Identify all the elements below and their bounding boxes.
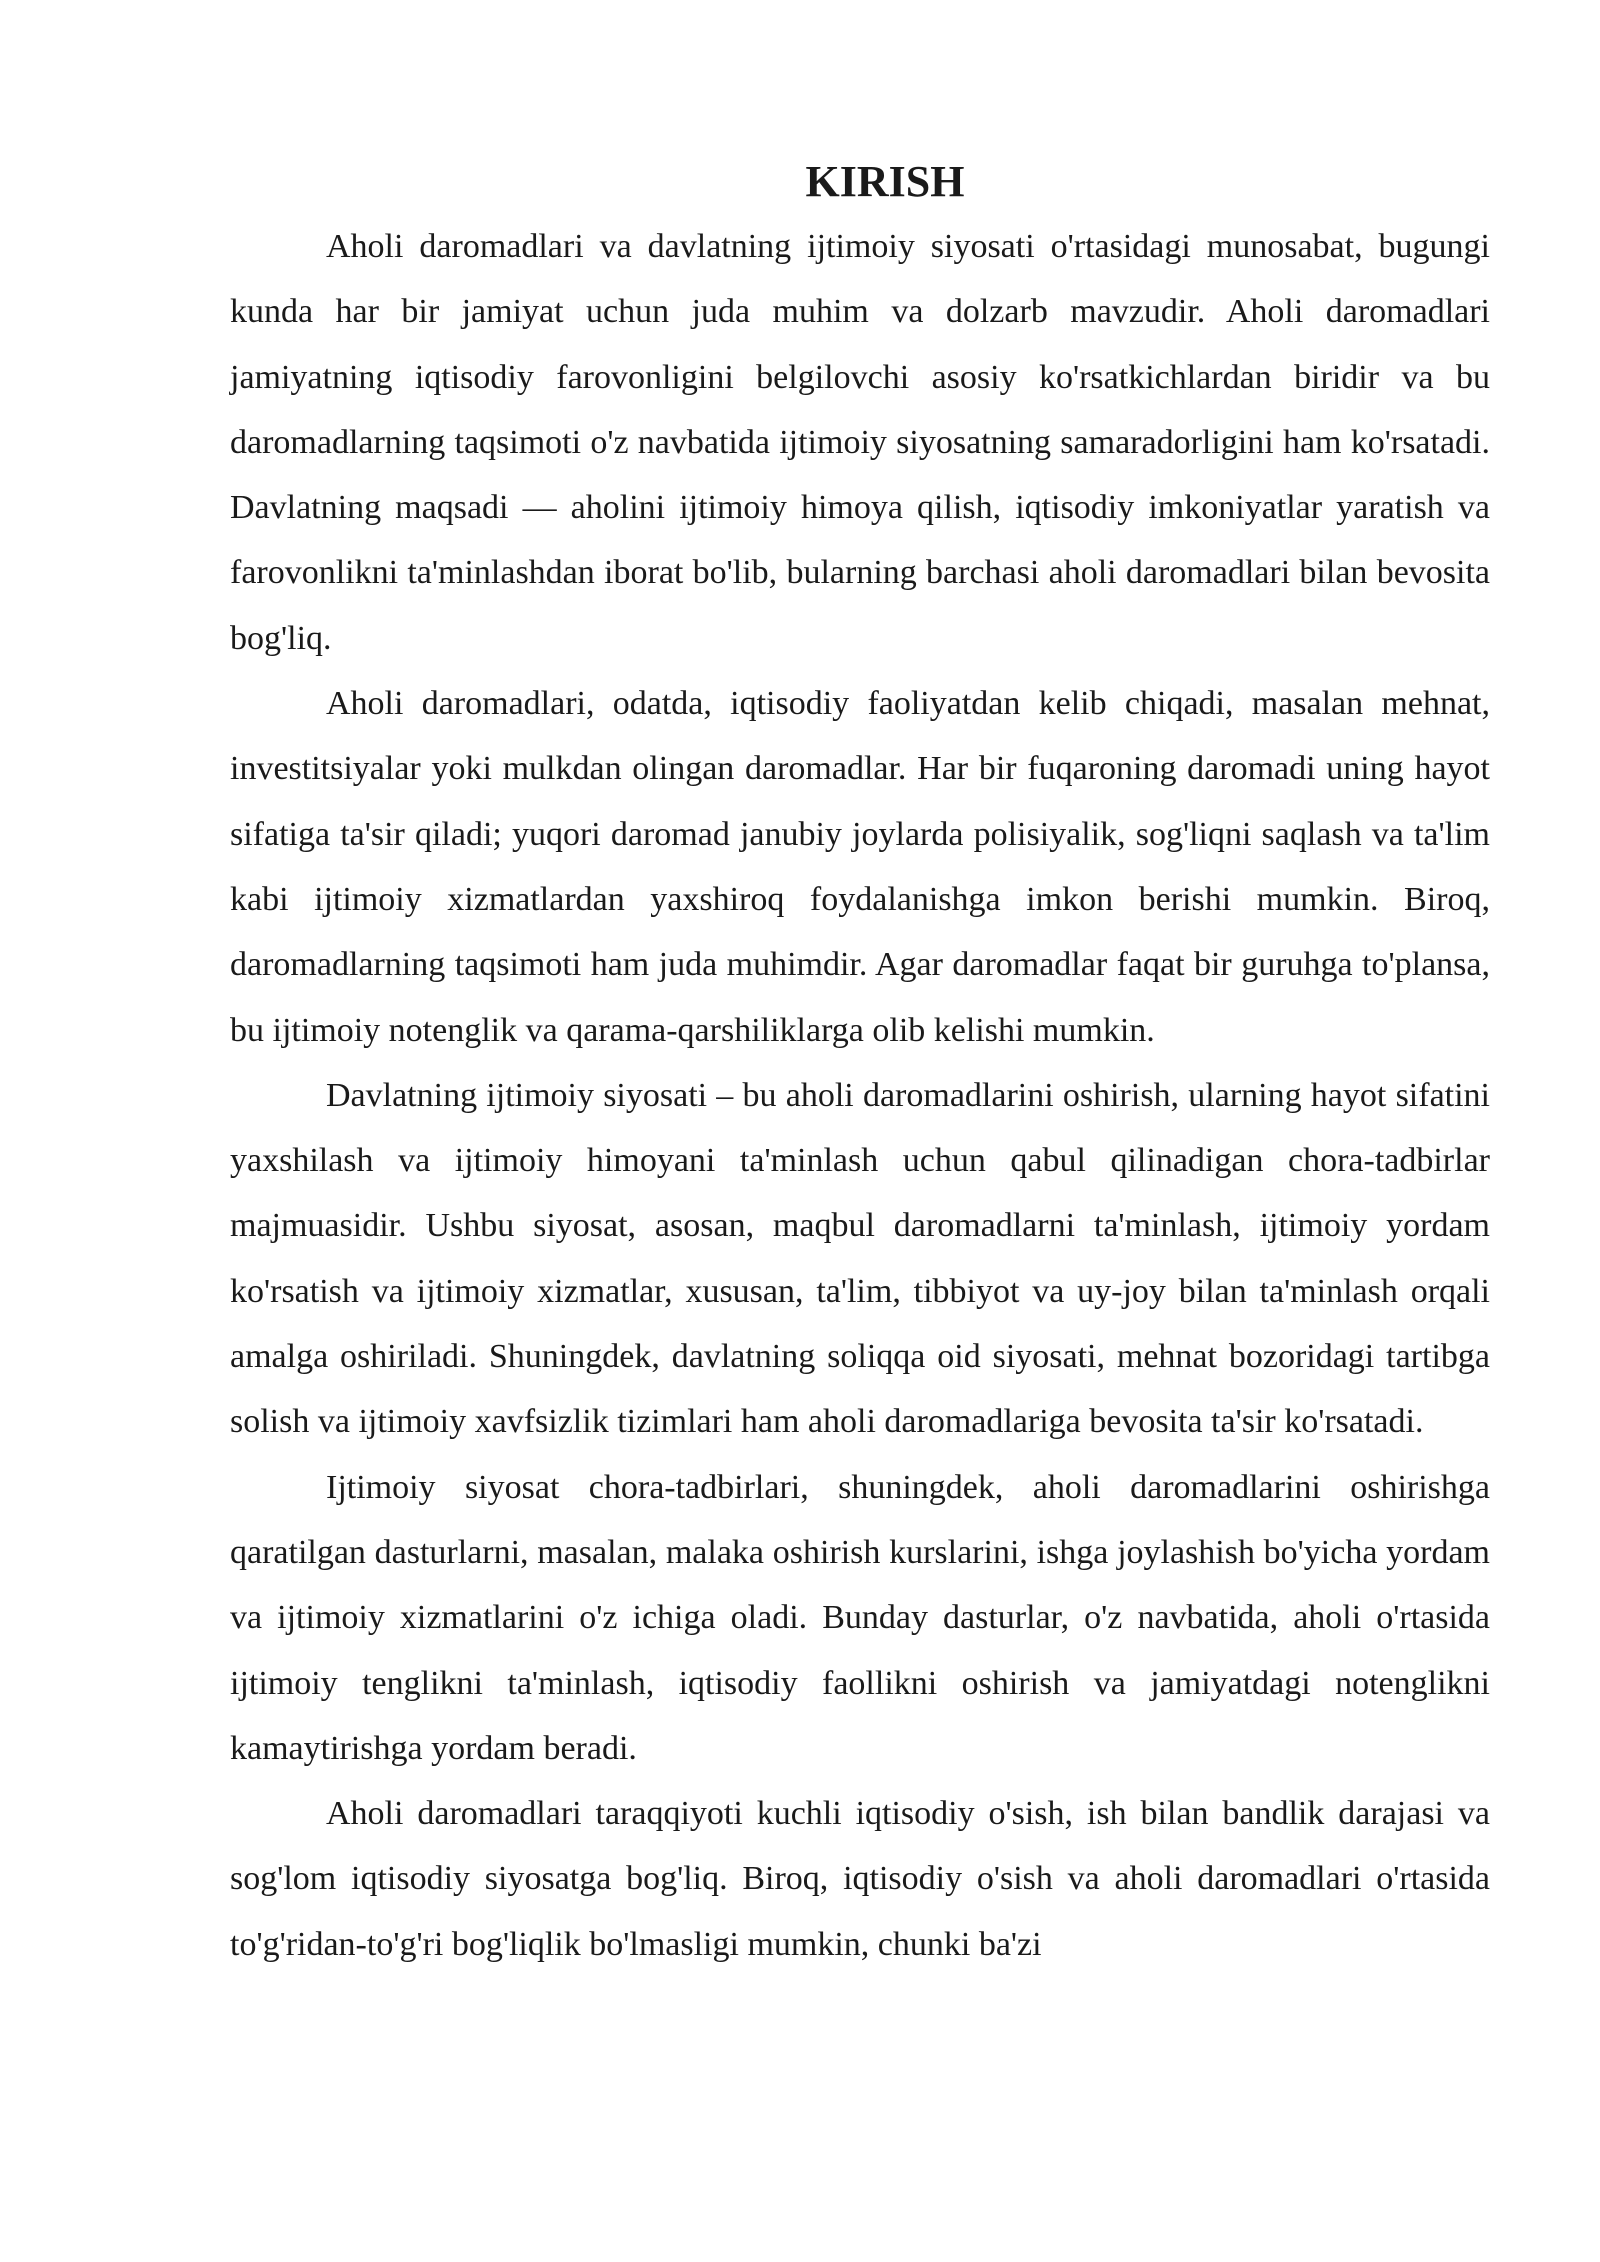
paragraph-4: Ijtimoiy siyosat chora-tadbirlari, shuningdek, aholi daromadlarini oshirishga qaratilgan dasturlarni, masalan, malaka oshirish kurslarini, ishga joylashish bo'yicha yordam va ijtimoiy xizmatlarini o'z ichiga oladi. Bunday dasturlar, o'z navbatida, aholi o'rtasida ijtimoiy tenglikni ta'minlash, iqtisodiy faollikni oshirish va jamiyatdagi notenglikni kamaytirishga yordam beradi. — [230, 1468, 1490, 1767]
paragraph-5: Aholi daromadlari taraqqiyoti kuchli iqtisodiy o'sish, ish bilan bandlik darajasi va sog'lom iqtisodiy siyosatga bog'liq. Biroq, iqtisodiy o'sish va aholi daromadlari o'rtasida to'g'ridan-to'g'ri bog'liqlik bo'lmasligi mumkin, chunki ba'zi — [230, 1795, 1490, 1963]
document-body — [230, 150, 1490, 1977]
paragraph-3: Davlatning ijtimoiy siyosati – bu aholi daromadlarini oshirish, ularning hayot sifatini yaxshilash va ijtimoiy himoyani ta'minlash uchun qabul qilinadigan chora-tadbirlar majmuasidir. Ushbu siyosat, asosan, maqbul daromadlarni ta'minlash, ijtimoiy yordam ko'rsatish va ijtimoiy xizmatlar, xususan, ta'lim, tibbiyot va uy-joy bilan ta'minlash orqali amalga oshiriladi. Shuningdek, davlatning soliqqa oid siyosati, mehnat bozoridagi tartibga solish va ijtimoiy xavfsizlik tizimlari ham aholi daromadlariga bevosita ta'sir ko'rsatadi. — [230, 1076, 1490, 1441]
page-title: KIRISH — [805, 157, 965, 206]
paragraph-2: Aholi daromadlari, odatda, iqtisodiy faoliyatdan kelib chiqadi, masalan mehnat, investitsiyalar yoki mulkdan olingan daromadlar. Har bir fuqaroning daromadi uning hayot sifatiga ta'sir qiladi; yuqori daromad janubiy joylarda polisiyalik, sog'liqni saqlash va ta'lim kabi ijtimoiy xizmatlardan yaxshiroq foydalanishga imkon berishi mumkin. Biroq, daromadlarning taqsimoti ham juda muhimdir. Agar daromadlar faqat bir guruhga to'plansa, bu ijtimoiy notenglik va qarama-qarshiliklarga olib kelishi mumkin. — [230, 685, 1490, 1049]
paragraph-1: Aholi daromadlari va davlatning ijtimoiy siyosati o'rtasidagi munosabat, bugungi kunda har bir jamiyat uchun juda muhim va dolzarb mavzudir. Aholi daromadlari jamiyatning iqtisodiy farovonligini belgilovchi asosiy ko'rsatkichlardan biridir va bu daromadlarning taqsimoti o'z navbatida ijtimoiy siyosatning samaradorligini ham ko'rsatadi. Davlatning maqsadi — aholini ijtimoiy himoya qilish, iqtisodiy imkoniyatlar yaratish va farovonlikni ta'minlashdan iborat bo'lib, bularning barchasi aholi daromadlari bilan bevosita bog'liq. — [230, 228, 1490, 657]
